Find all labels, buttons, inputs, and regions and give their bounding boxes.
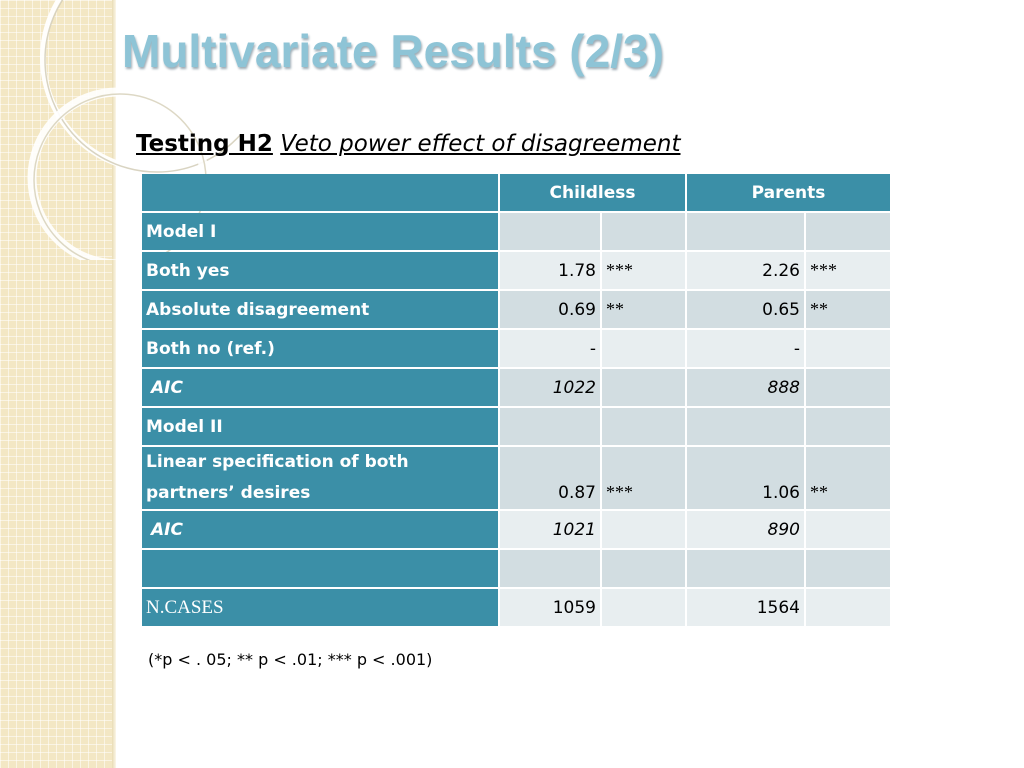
parents-value: 1564: [687, 589, 804, 626]
table-row: [142, 291, 890, 328]
table-row: [142, 213, 890, 250]
childless-significance: [602, 330, 685, 367]
parents-value: -: [687, 330, 804, 367]
childless-value: [500, 550, 600, 587]
parents-significance: [806, 408, 890, 445]
table-row: [142, 511, 890, 548]
parents-value: 890: [687, 511, 804, 548]
subtitle-hypothesis: Testing H2: [136, 131, 273, 157]
parents-value: 0.65: [687, 291, 804, 328]
header-parents: Parents: [687, 174, 890, 211]
row-label: [142, 550, 498, 587]
significance-footnote: (*p < . 05; ** p < .01; *** p < .001): [148, 650, 433, 669]
table-row: [142, 447, 890, 509]
childless-significance: ***: [602, 252, 685, 289]
table-row: [142, 408, 890, 445]
childless-significance: [602, 589, 685, 626]
childless-value: 1022: [500, 369, 600, 406]
childless-value: 0.87: [500, 447, 600, 509]
row-label: Model II: [142, 408, 498, 445]
childless-significance: [602, 511, 685, 548]
childless-value: [500, 408, 600, 445]
childless-value: 1059: [500, 589, 600, 626]
childless-significance: [602, 213, 685, 250]
table-header-row: [142, 174, 890, 211]
table-row: [142, 369, 890, 406]
parents-significance: **: [806, 291, 890, 328]
childless-value: 1021: [500, 511, 600, 548]
slide-subtitle: [136, 131, 680, 157]
row-label: AIC: [142, 369, 498, 406]
childless-value: -: [500, 330, 600, 367]
table-row: [142, 589, 890, 626]
childless-value: 1.78: [500, 252, 600, 289]
subtitle-description: Veto power effect of disagreement: [280, 131, 681, 157]
parents-significance: [806, 589, 890, 626]
table-row: [142, 330, 890, 367]
parents-significance: [806, 511, 890, 548]
childless-significance: [602, 369, 685, 406]
parents-significance: [806, 330, 890, 367]
parents-value: [687, 213, 804, 250]
childless-significance: [602, 408, 685, 445]
parents-value: 888: [687, 369, 804, 406]
parents-significance: [806, 550, 890, 587]
parents-value: [687, 550, 804, 587]
table-row: [142, 550, 890, 587]
row-label: Linear specification of both partners’ desires: [142, 447, 498, 509]
parents-significance: **: [806, 447, 890, 509]
childless-value: 0.69: [500, 291, 600, 328]
parents-significance: [806, 213, 890, 250]
row-label: Absolute disagreement: [142, 291, 498, 328]
header-childless: Childless: [500, 174, 685, 211]
childless-significance: ***: [602, 447, 685, 509]
table-row: [142, 252, 890, 289]
parents-significance: ***: [806, 252, 890, 289]
row-label: Both no (ref.): [142, 330, 498, 367]
parents-value: [687, 408, 804, 445]
childless-significance: **: [602, 291, 685, 328]
parents-significance: [806, 369, 890, 406]
results-table: [140, 172, 892, 628]
parents-value: 1.06: [687, 447, 804, 509]
childless-value: [500, 213, 600, 250]
row-label: Model I: [142, 213, 498, 250]
row-label: Both yes: [142, 252, 498, 289]
parents-value: 2.26: [687, 252, 804, 289]
childless-significance: [602, 550, 685, 587]
header-blank: [142, 174, 498, 211]
slide-title: Multivariate Results (2/3): [122, 25, 664, 77]
row-label: N.CASES: [142, 589, 498, 626]
row-label: AIC: [142, 511, 498, 548]
